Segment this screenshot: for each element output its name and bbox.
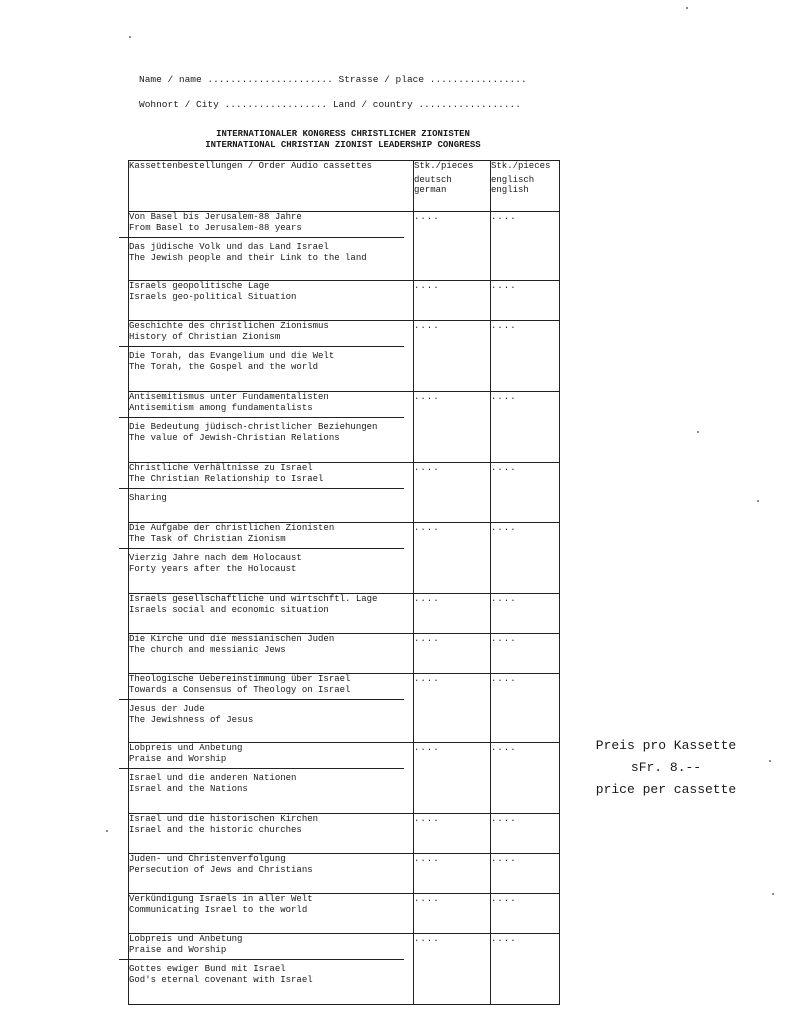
cassette-title-line: Juden- und Christenverfolgung	[129, 854, 286, 864]
scan-speck	[686, 7, 688, 9]
title-divider	[119, 959, 404, 960]
cassette-title-line: From Basel to Jerusalem-88 years	[129, 222, 302, 233]
german-quantity-field[interactable]: ....	[414, 523, 491, 594]
cassette-title-line: Theologische Uebereinstimmung über Israel	[129, 674, 351, 684]
table-row	[129, 743, 560, 814]
english-quantity-field[interactable]: ....	[491, 674, 560, 743]
cassette-title-line: The Jewishness of Jesus	[129, 714, 254, 725]
english-quantity-field[interactable]: ....	[491, 894, 560, 934]
english-quantity-field[interactable]: ....	[491, 934, 560, 1005]
scan-speck	[757, 500, 759, 502]
cassette-title-line: Forty years after the Holocaust	[129, 563, 297, 574]
cassette-title-line: Antisemitism among fundamentalists	[129, 402, 313, 413]
scan-speck	[772, 893, 774, 895]
scan-speck	[697, 431, 699, 433]
cassette-titles	[129, 634, 414, 674]
price-amount: sFr. 8.--	[630, 760, 702, 775]
cassette-title-line: Persecution of Jews and Christians	[129, 864, 313, 875]
cassette-title-line: Israel and the Nations	[129, 783, 248, 794]
cassette-title-line: Communicating Israel to the world	[129, 904, 308, 915]
english-quantity-field[interactable]: ....	[491, 814, 560, 854]
title-divider	[119, 237, 404, 238]
cassette-title-line: Israels geo-political Situation	[129, 291, 297, 302]
cassette-order-table	[128, 160, 560, 1005]
cassette-titles	[129, 321, 414, 392]
german-language-label-en: german	[414, 185, 447, 195]
german-quantity-field[interactable]: ....	[414, 392, 491, 463]
table-row	[129, 212, 560, 281]
table-row	[129, 674, 560, 743]
scan-speck	[106, 830, 108, 832]
cassette-titles	[129, 743, 414, 814]
cassette-title-line: Lobpreis und Anbetung	[129, 743, 243, 753]
german-quantity-field[interactable]: ....	[414, 594, 491, 634]
english-quantity-field[interactable]: ....	[491, 594, 560, 634]
title-divider	[119, 488, 404, 489]
english-quantity-field[interactable]: ....	[491, 392, 560, 463]
city-country-line[interactable]: Wohnort / City .................. Land / country ..................	[139, 99, 521, 110]
english-quantity-field[interactable]: ....	[491, 212, 560, 281]
cassette-titles	[129, 281, 414, 321]
german-language-label: deutsch	[414, 175, 452, 185]
scan-speck	[129, 36, 131, 38]
cassette-title-line: Die Aufgabe der christlichen Zionisten	[129, 523, 335, 533]
english-quantity-field[interactable]: ....	[491, 321, 560, 392]
cassette-titles	[129, 934, 414, 1005]
cassette-title-line: The church and messianic Jews	[129, 644, 286, 655]
english-quantity-field[interactable]: ....	[491, 523, 560, 594]
table-row	[129, 814, 560, 854]
english-quantity-field[interactable]: ....	[491, 854, 560, 894]
cassette-title-line: Antisemitismus unter Fundamentalisten	[129, 392, 329, 402]
title-divider	[119, 699, 404, 700]
cassette-title-line: Israels geopolitische Lage	[129, 281, 270, 291]
german-quantity-field[interactable]: ....	[414, 854, 491, 894]
cassette-title-line: Verkündigung Israels in aller Welt	[129, 894, 313, 904]
cassette-titles	[129, 854, 414, 894]
german-quantity-field[interactable]: ....	[414, 321, 491, 392]
german-quantity-field[interactable]: ....	[414, 743, 491, 814]
cassette-title-line: Von Basel bis Jerusalem-88 Jahre	[129, 212, 302, 222]
german-quantity-field[interactable]: ....	[414, 463, 491, 523]
table-row	[129, 463, 560, 523]
german-quantity-field[interactable]: ....	[414, 674, 491, 743]
title-divider	[119, 417, 404, 418]
english-quantity-field[interactable]: ....	[491, 463, 560, 523]
table-row	[129, 634, 560, 674]
german-quantity-field[interactable]: ....	[414, 934, 491, 1005]
cassette-title-line: Praise and Worship	[129, 944, 227, 955]
english-quantity-field[interactable]: ....	[491, 281, 560, 321]
cassette-titles	[129, 674, 414, 743]
cassette-title-line: Christliche Verhältnisse zu Israel	[129, 463, 313, 473]
cassette-title-line: The Christian Relationship to Israel	[129, 473, 324, 484]
cassette-titles	[129, 523, 414, 594]
german-quantity-field[interactable]: ....	[414, 894, 491, 934]
cassette-title-line: Geschichte des christlichen Zionismus	[129, 321, 329, 331]
cassette-titles	[129, 212, 414, 281]
table-row	[129, 894, 560, 934]
title-divider	[119, 768, 404, 769]
congress-title-german: INTERNATIONALER KONGRESS CHRISTLICHER ZIONISTEN	[216, 129, 470, 139]
table-row	[129, 594, 560, 634]
table-row	[129, 281, 560, 321]
german-quantity-field[interactable]: ....	[414, 814, 491, 854]
cassette-title-line: Praise and Worship	[129, 753, 227, 764]
english-language-label: englisch	[491, 175, 535, 185]
cassette-title-line: God's eternal covenant with Israel	[129, 974, 313, 985]
order-header-title: Kassettenbestellungen / Order Audio cassettes	[129, 161, 414, 212]
cassette-title-line: Die Kirche und die messianischen Juden	[129, 634, 335, 644]
congress-title-english: INTERNATIONAL CHRISTIAN ZIONIST LEADERSHIP CONGRESS	[205, 140, 481, 150]
cassette-title-line: Israels social and economic situation	[129, 604, 329, 615]
cassette-title-line: Gottes ewiger Bund mit Israel	[129, 964, 286, 974]
cassette-title-line: History of Christian Zionism	[129, 331, 281, 342]
german-pieces-header	[414, 161, 491, 212]
german-quantity-field[interactable]: ....	[414, 634, 491, 674]
cassette-title-line: Die Torah, das Evangelium und die Welt	[129, 351, 335, 361]
cassette-titles	[129, 594, 414, 634]
cassette-titles	[129, 463, 414, 523]
english-quantity-field[interactable]: ....	[491, 634, 560, 674]
scan-speck	[769, 760, 771, 762]
english-language-label-en: english	[491, 185, 529, 195]
price-label-german: Preis pro Kassette	[595, 738, 737, 753]
cassette-title-line: The Task of Christian Zionism	[129, 533, 286, 544]
cassette-titles	[129, 894, 414, 934]
english-pieces-label: Stk./pieces	[491, 161, 551, 171]
table-row	[129, 321, 560, 392]
cassette-title-line: Towards a Consensus of Theology on Israel	[129, 684, 351, 695]
cassette-title-line: Die Bedeutung jüdisch-christlicher Beziehungen	[129, 422, 378, 432]
cassette-title-line: The value of Jewish-Christian Relations	[129, 432, 340, 443]
name-street-line[interactable]: Name / name ...................... Strasse / place .................	[139, 74, 527, 85]
cassette-title-line: The Jewish people and their Link to the land	[129, 252, 367, 263]
cassette-title-line: Lobpreis und Anbetung	[129, 934, 243, 944]
cassette-title-line: Das jüdische Volk und das Land Israel	[129, 242, 329, 252]
title-divider	[119, 346, 404, 347]
cassette-titles	[129, 392, 414, 463]
title-divider	[119, 548, 404, 549]
table-header-row	[129, 161, 560, 212]
order-rows	[129, 212, 560, 1005]
cassette-title-line: Sharing	[129, 493, 167, 503]
english-quantity-field[interactable]: ....	[491, 743, 560, 814]
cassette-title-line: Israel und die anderen Nationen	[129, 773, 297, 783]
german-pieces-label: Stk./pieces	[414, 161, 474, 171]
table-row	[129, 392, 560, 463]
german-quantity-field[interactable]: ....	[414, 212, 491, 281]
cassette-title-line: Israel and the historic churches	[129, 824, 302, 835]
german-quantity-field[interactable]: ....	[414, 281, 491, 321]
cassette-title-line: The Torah, the Gospel and the world	[129, 361, 319, 372]
english-pieces-header	[491, 161, 560, 212]
table-row	[129, 854, 560, 894]
table-row	[129, 523, 560, 594]
cassette-titles	[129, 814, 414, 854]
cassette-title-line: Israels gesellschaftliche und wirtschftl. Lage	[129, 594, 378, 604]
cassette-title-line: Jesus der Jude	[129, 704, 205, 714]
price-label-english: price per cassette	[595, 782, 737, 797]
table-row	[129, 934, 560, 1005]
cassette-title-line: Israel und die historischen Kirchen	[129, 814, 319, 824]
cassette-title-line: Vierzig Jahre nach dem Holocaust	[129, 553, 302, 563]
